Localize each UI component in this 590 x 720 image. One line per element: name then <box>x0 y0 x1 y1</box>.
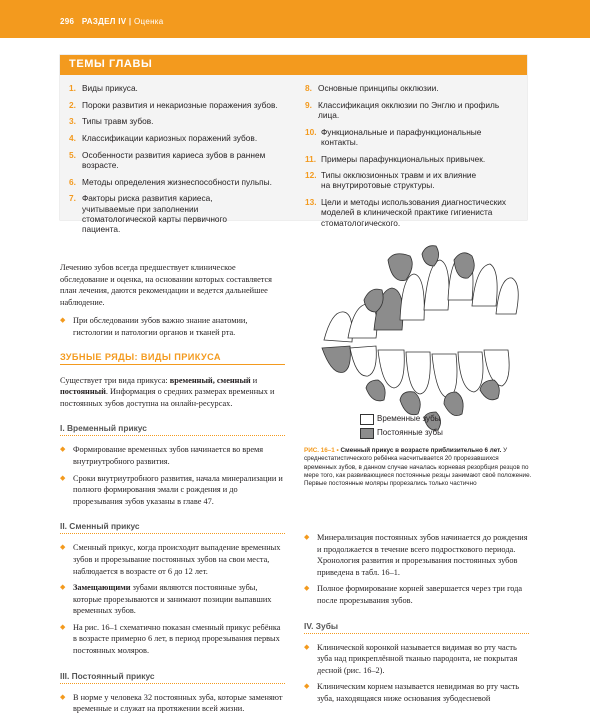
dentition-figure <box>304 240 534 440</box>
bullet-item: ◆ На рис. 16–1 схематично показан сменный прикус ребёнка в возрасте примерно 6 лет, в период прорезывания первых постоянных моляров. <box>60 622 285 657</box>
bullet-item: ◆ Сменный прикус, когда происходит выпадение временных зубов и прорезывание постоянных зубов на свои места, наблюдается в возрасте от 6 до 12 лет. <box>60 542 285 577</box>
topic-item: 6. Методы определения жизнеспособности пульпы. <box>69 176 272 187</box>
topic-item: 4. Классификации кариозных поражений зубов. <box>69 133 258 144</box>
tooth-shape <box>400 392 420 415</box>
section-label: РАЗДЕЛ IV <box>81 17 127 26</box>
topic-item: 5. Особенности развития кариеса зубов в раннем возрасте. <box>69 149 266 171</box>
page-number: 296 <box>60 17 75 26</box>
running-head <box>60 17 164 26</box>
topic-item: 10. Функциональные и парафункциональные контакты. <box>305 126 482 147</box>
tooth-shape <box>424 260 449 310</box>
bullet-item: ◆ Замещающими зубами являются постоянные зубы, которые прорезываются и занимают позиции выпавших временных зубов. <box>60 582 285 617</box>
legend-swatch <box>360 414 374 425</box>
page-header <box>0 0 590 38</box>
tooth-shape <box>432 354 457 398</box>
figure-caption: РИС. 16–1 • Сменный прикус в возрасте приблизительно 6 лет. У среднестатистического ребёнка насчитывается 20 прорезавшихся временных зубов, в данном случае началась корневая резорбция резцов по мере того, как развивающиеся постоянные резцы занимают своё положение. Первые постоянные моляры прорезались только частично <box>304 447 532 488</box>
topics-list-left <box>69 83 294 241</box>
intro-paragraph: Лечению зубов всегда предшествует клиническое обследование и оценка, на основании которых составляется план лечения, даются рекомендации и ведется дальнейшее наблюдение. <box>60 263 272 307</box>
tooth-shape <box>406 352 430 394</box>
topic-item: 13. Цели и методы использования диагностических моделей в клинической практике гигиениста стоматологического. <box>305 197 507 228</box>
topic-item: 9. Классификация окклюзии по Энглю и профиль лица. <box>305 99 500 120</box>
intro-bullet: ◆ При обследовании зубов важно знание анатомии, гистологии и патологии органов и тканей рта. <box>60 315 285 338</box>
tooth-shape <box>378 350 404 388</box>
topic-item: 1. Виды прикуса. <box>69 83 138 93</box>
tooth-shape <box>444 392 463 416</box>
tooth-shape <box>400 274 424 320</box>
tooth-shape <box>366 380 385 401</box>
bullet-item: ◆ Минерализация постоянных зубов начинается до рождения и продолжается в течение всего подросткового периода. Хронология развития и прорезывания постоянных зубов приведена в табл. 16–1. <box>304 532 529 578</box>
topic-item: 2. Пороки развития и некариозные поражения зубов. <box>69 99 278 110</box>
subsection-heading: I. Временный прикус <box>60 423 285 436</box>
header-separator: | <box>128 17 132 26</box>
bullet-item: ◆ В норме у человека 32 постоянных зуба, которые заменяют временные и служат на протяжении всей жизни. <box>60 692 285 715</box>
legend-item: Временные зубы <box>360 413 443 427</box>
bullet-item: ◆ Сроки внутриутробного развития, начала минерализации и полного формирования эмали с рождения и до прорезывания зубов указаны в главе 47. <box>60 473 285 508</box>
figure-legend <box>360 413 443 441</box>
section-heading: ЗУБНЫЕ РЯДЫ: ВИДЫ ПРИКУСА <box>60 352 285 365</box>
topic-item: 8. Основные принципы окклюзии. <box>305 83 439 93</box>
left-column <box>60 262 285 720</box>
topics-list-right <box>305 83 517 234</box>
topic-item: 12. Типы окклюзионных травм и их влияние на внутриротовые структуры. <box>305 170 477 191</box>
subsection-heading: IV. Зубы <box>304 621 529 634</box>
chapter-label: Оценка <box>134 17 164 26</box>
tooth-shape <box>322 346 350 373</box>
right-column <box>304 532 529 710</box>
tooth-shape <box>480 380 499 400</box>
tooth-shape <box>422 246 439 266</box>
legend-item: Постоянные зубы <box>360 427 443 441</box>
legend-swatch <box>360 428 374 439</box>
topic-item: 7. Факторы риска развития кариеса, учитываемые при заполнении стоматологической карты первичного пациента. <box>69 193 227 235</box>
tooth-shape <box>458 352 483 392</box>
tooth-shape <box>472 264 497 306</box>
caption-text: У среднестатистического ребёнка насчитывается 20 прорезавшихся временных зубов, в данном случае началась корневая резорбция резцов по мере того, как развивающиеся постоянные резцы занимают своё положение. Первые постоянные моляры прорезались только частично <box>304 447 532 488</box>
bullet-item: ◆ Клиническим корнем называется невидимая во рту часть зуба, находящаяся ниже основания зубодесневой <box>304 681 529 704</box>
bullet-item: ◆ Клинической коронкой называется видимая во рту часть зуба над прикреплённой тканью пародонта, не покрытая десной (рис. 16–2). <box>304 642 529 677</box>
chapter-topics-box <box>60 55 527 235</box>
topics-title: ТЕМЫ ГЛАВЫ <box>69 58 153 70</box>
tooth-shape <box>496 278 518 314</box>
bullet-item: ◆ Полное формирование корней завершается через три года после прорезывания зубов. <box>304 583 529 606</box>
bullet-item: ◆ Формирование временных зубов начинается во время внутриутробного развития. <box>60 444 285 467</box>
topic-item: 3. Типы травм зубов. <box>69 116 154 127</box>
subsection-heading: III. Постоянный прикус <box>60 671 285 684</box>
subsection-heading: II. Сменный прикус <box>60 521 285 534</box>
tooth-shape <box>388 254 412 281</box>
tooth-shape <box>350 346 376 376</box>
topics-title-bar <box>60 55 527 75</box>
figure-label: РИС. 16–1 <box>304 447 335 454</box>
caption-title: Сменный прикус в возрасте приблизительно 6 лет. <box>340 447 502 454</box>
topic-item: 11. Примеры парафункциональных привычек. <box>305 153 486 164</box>
section-paragraph: Существует три вида прикуса: временный, сменный и постоянный. Информация о средних размерах временных и постоянных зубов доступна на онлайн-ресурсах. <box>60 375 275 408</box>
